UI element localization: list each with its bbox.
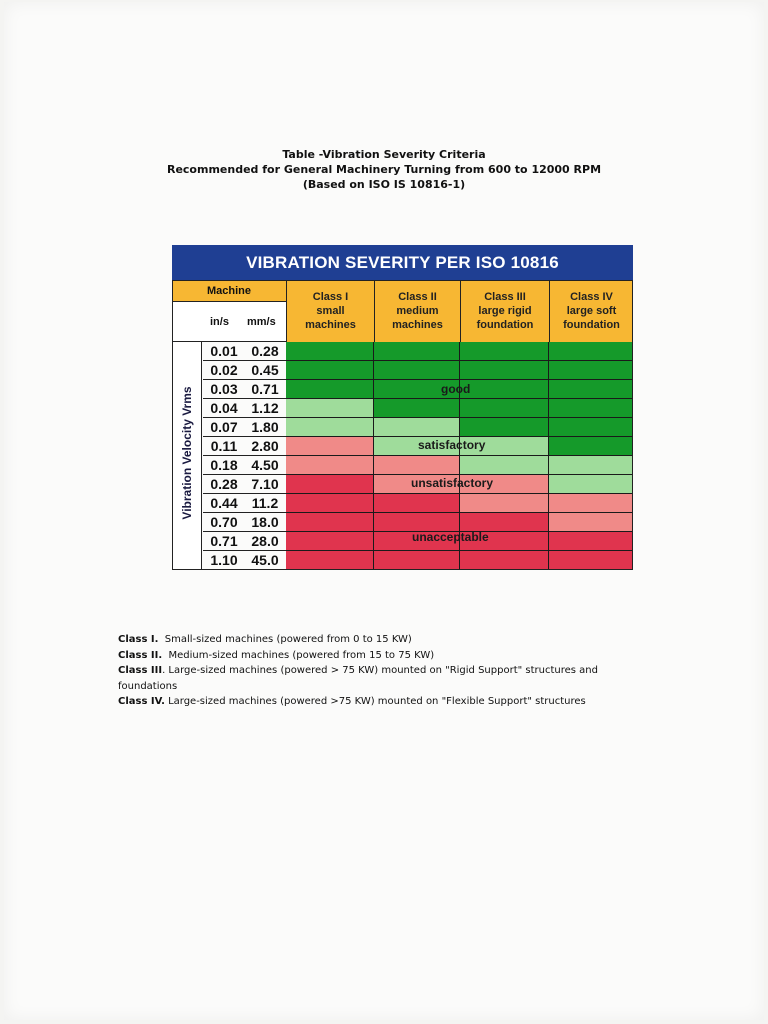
ins-value: 0.07 [203,418,245,437]
ins-value: 0.44 [203,494,245,513]
class-3-line3: foundation [476,319,534,331]
class-2-line1: Class II [398,291,437,303]
title-line-3: (Based on ISO IS 10816-1) [302,178,466,191]
mms-value: 2.80 [244,437,286,456]
severity-cell-unsatisfactory [286,437,374,456]
severity-table [172,245,633,570]
class-1-line3: machines [305,319,356,331]
severity-cell-good [549,361,633,380]
class-notes [118,632,658,710]
severity-cell-unacceptable [374,551,460,570]
note-4-text: Large-sized machines (powered >75 KW) mounted on "Flexible Support" structures [168,696,586,707]
severity-cell-good [460,418,549,437]
severity-cell-unacceptable [286,475,374,494]
zone-label-satisfactory: satisfactory [418,438,486,452]
severity-cell-good [286,380,374,399]
class-3-line1: Class III [484,291,526,303]
severity-cell-good [286,342,374,361]
title-line-1: Table -Vibration Severity Criteria [282,148,486,161]
ins-value: 0.11 [203,437,245,456]
class-header-4 [549,280,633,342]
class-header-3 [460,280,549,342]
severity-cell-unsatisfactory [549,494,633,513]
class-header-1 [286,280,374,342]
table-banner: VIBRATION SEVERITY PER ISO 10816 [172,245,633,280]
severity-cell-unacceptable [549,551,633,570]
severity-cell-good [460,342,549,361]
class-1-line2: small [316,305,345,317]
ins-value: 0.71 [203,532,245,551]
note-class-3 [118,663,658,694]
mms-value: 1.12 [244,399,286,418]
severity-cell-unacceptable [286,513,374,532]
severity-cell-unacceptable [286,551,374,570]
class-1-line1: Class I [312,291,349,303]
ins-value: 0.70 [203,513,245,532]
severity-cell-unacceptable [286,532,374,551]
axis-column [172,342,202,570]
note-class-4 [118,694,658,710]
severity-cell-good [549,418,633,437]
mms-value: 1.80 [244,418,286,437]
mms-value: 28.0 [244,532,286,551]
note-class-1 [118,632,658,648]
severity-cell-satisfactory [286,418,374,437]
ins-value: 0.18 [203,456,245,475]
zone-label-good: good [441,382,471,396]
machine-header: Machine [172,280,286,302]
class-4-line1: Class IV [570,291,613,303]
note-4-class: Class IV. [118,696,165,707]
ins-value: 0.02 [203,361,245,380]
severity-cell-good [549,380,633,399]
severity-cell-unacceptable [549,532,633,551]
note-2-text: Medium-sized machines (powered from 15 to 75 KW) [168,649,435,661]
severity-cell-unacceptable [460,551,549,570]
severity-cell-unsatisfactory [460,494,549,513]
mms-value: 4.50 [244,456,286,475]
mms-value: 7.10 [244,475,286,494]
severity-cell-good [374,342,460,361]
note-1-text: Small-sized machines (powered from 0 to 15 KW) [164,634,412,645]
severity-cell-good [460,361,549,380]
note-1-class: Class I. [118,634,159,645]
severity-cell-good [549,437,633,456]
mms-value: 11.2 [244,494,286,513]
severity-cell-satisfactory [374,418,460,437]
axis-label: Vibration Velocity Vrms [180,386,194,520]
mms-value: 0.28 [244,342,286,361]
severity-cell-good [460,380,549,399]
zone-label-unsatisfactory: unsatisfactory [411,476,494,490]
unit-row [172,302,286,342]
ins-value: 0.01 [203,342,245,361]
class-4-line2: large soft [566,305,617,317]
class-2-line2: medium [396,305,439,317]
severity-cell-unacceptable [286,494,374,513]
class-2-line3: machines [392,319,443,331]
mms-value: 0.45 [244,361,286,380]
severity-cell-good [374,361,460,380]
unit-mms: mm/s [247,316,276,328]
severity-cell-satisfactory [286,399,374,418]
mms-value: 45.0 [244,551,286,570]
class-header-2 [374,280,460,342]
mms-value: 18.0 [244,513,286,532]
document-title [0,147,768,192]
severity-grid [286,342,633,570]
severity-cell-good [286,361,374,380]
severity-cell-unsatisfactory [286,456,374,475]
class-3-line2: large rigid [478,305,532,317]
severity-cell-unacceptable [374,494,460,513]
zone-label-unacceptable: unacceptable [412,530,489,544]
severity-cell-satisfactory [460,456,549,475]
ins-value: 1.10 [203,551,245,570]
note-class-2 [118,648,658,664]
severity-cell-good [460,399,549,418]
severity-cell-good [549,399,633,418]
severity-cell-good [549,342,633,361]
ins-value: 0.28 [203,475,245,494]
title-line-2: Recommended for General Machinery Turning from 600 to 12000 RPM [166,163,602,176]
severity-cell-satisfactory [549,475,633,494]
severity-cell-unsatisfactory [549,513,633,532]
note-3-class: Class III [118,665,163,676]
class-4-line3: foundation [563,319,620,331]
severity-cell-unsatisfactory [374,456,460,475]
note-3-text: . Large-sized machines (powered > 75 KW) mounted on "Rigid Support" structures and foundations [118,665,598,692]
unit-ins: in/s [210,316,229,328]
severity-cell-good [374,399,460,418]
mms-value: 0.71 [244,380,286,399]
severity-cell-satisfactory [549,456,633,475]
note-2-class: Class II. [118,649,163,661]
ins-value: 0.04 [203,399,245,418]
ins-value: 0.03 [203,380,245,399]
